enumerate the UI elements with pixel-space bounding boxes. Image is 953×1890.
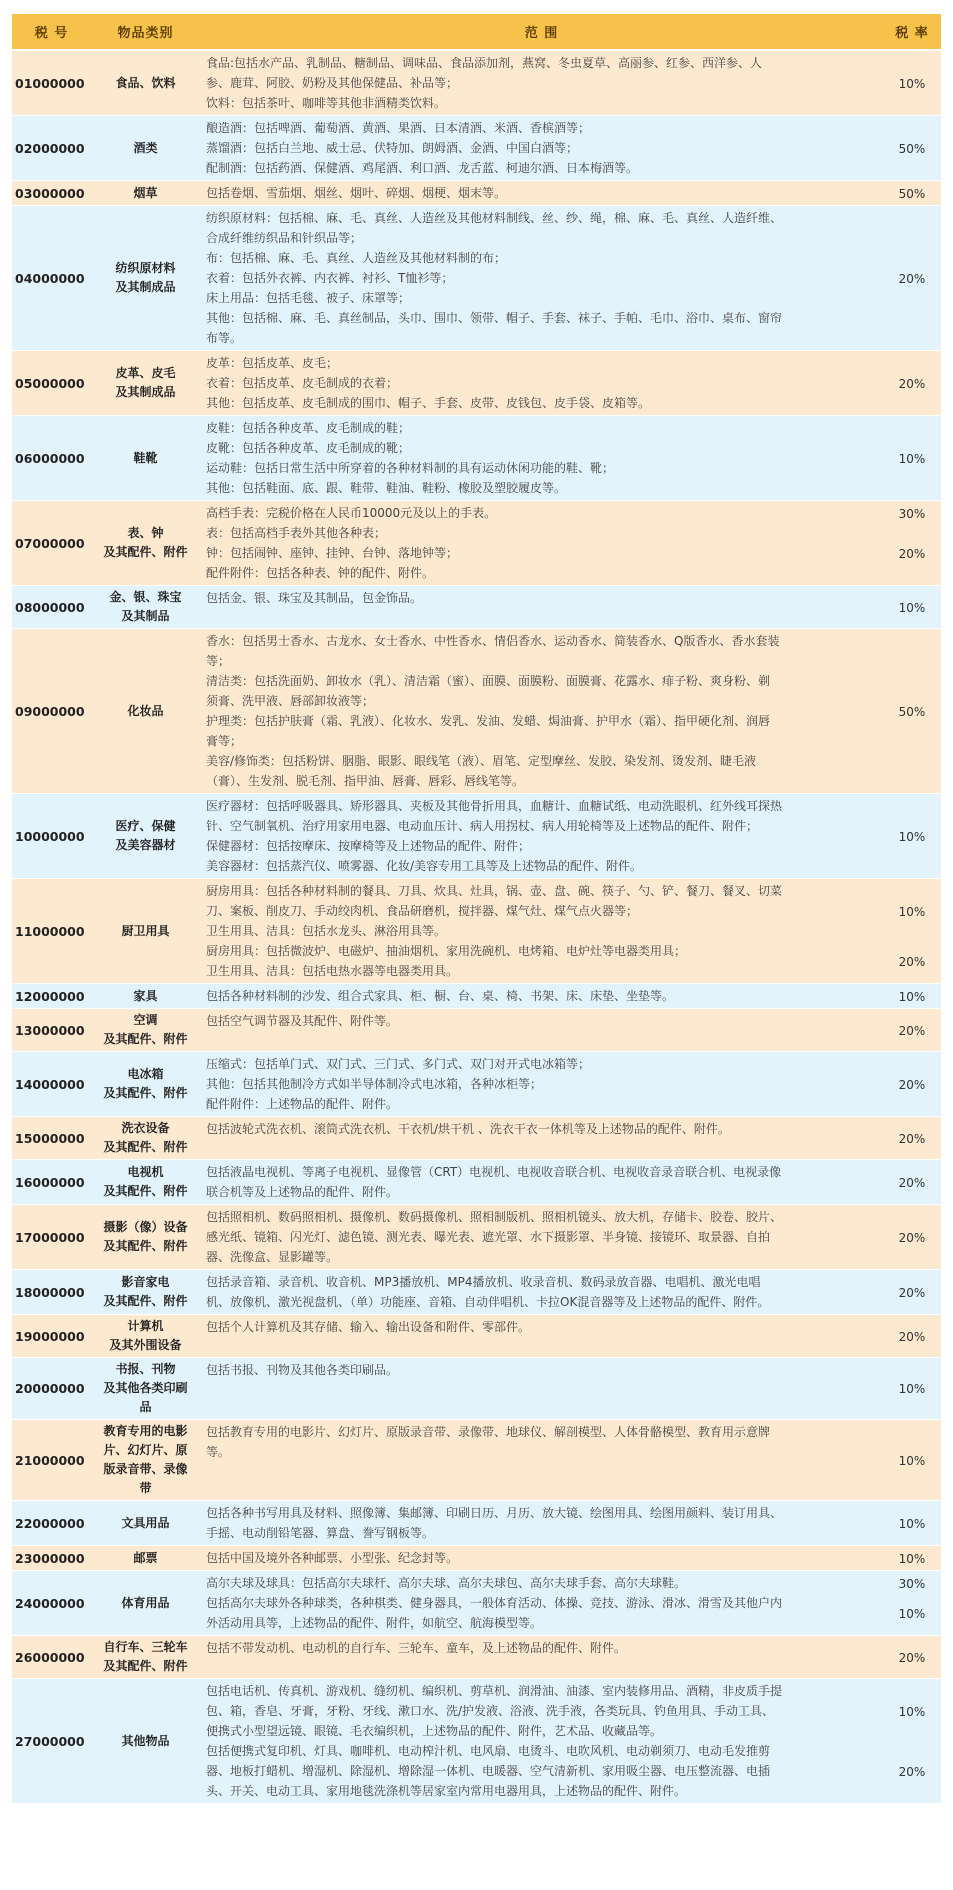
tax-rate: 20% bbox=[898, 271, 926, 286]
table-row bbox=[12, 1009, 941, 1052]
header-code: 税 号 bbox=[12, 14, 91, 50]
scope-line: 包括波轮式洗衣机、滚筒式洗衣机、干衣机/烘干机 、洗衣干衣一体机等及上述物品的配件、附件。 bbox=[206, 1122, 730, 1136]
item-scope bbox=[200, 794, 883, 879]
item-category: 金、银、珠宝 及其制品 bbox=[91, 586, 200, 629]
scope-line: 纺织原材料：包括棉、麻、毛、真丝、人造丝及其他材料制线、丝、纱、绳，棉、麻、毛、真丝、人造纤维、 bbox=[206, 211, 783, 225]
scope-line: 包括照相机、数码照相机、摄像机、数码摄像机、照相制版机、照相机镜头、放大机，存储卡、胶卷、胶片、 bbox=[206, 1210, 783, 1224]
tariff-table bbox=[12, 14, 941, 1804]
table-row bbox=[12, 416, 941, 501]
item-category: 医疗、保健 及美容器材 bbox=[91, 794, 200, 879]
tax-code: 20000000 bbox=[12, 1358, 91, 1420]
item-category: 酒类 bbox=[91, 116, 200, 181]
item-category: 鞋靴 bbox=[91, 416, 200, 501]
scope-line: 包括不带发动机、电动机的自行车、三轮车、童车，及上述物品的配件、附件。 bbox=[206, 1641, 627, 1655]
table-row bbox=[12, 1315, 941, 1358]
scope-line: 须膏、洗甲液、唇部卸妆液等； bbox=[206, 694, 375, 708]
scope-line: 衣着：包括皮革、皮毛制成的衣着； bbox=[206, 376, 399, 390]
tax-code: 04000000 bbox=[12, 206, 91, 351]
tax-rate: 20% bbox=[898, 546, 926, 561]
item-scope bbox=[200, 629, 883, 794]
tax-code: 06000000 bbox=[12, 416, 91, 501]
scope-line: 医疗器材：包括呼吸器具、矫形器具、夹板及其他骨折用具，血糖计、血糖试纸、电动洗眼机、红外线耳探热 bbox=[206, 799, 783, 813]
item-scope bbox=[200, 1052, 883, 1117]
tax-rate-cell bbox=[883, 1117, 941, 1160]
tax-rate-cell bbox=[883, 1546, 941, 1571]
scope-line: 合成纤维纺织品和针织品等； bbox=[206, 231, 363, 245]
table-row bbox=[12, 586, 941, 629]
tax-code: 18000000 bbox=[12, 1270, 91, 1315]
item-category: 空调 及其配件、附件 bbox=[91, 1009, 200, 1052]
item-category: 计算机 及其外围设备 bbox=[91, 1315, 200, 1358]
tax-rate-cell bbox=[883, 1270, 941, 1315]
tax-rate: 30% bbox=[898, 506, 926, 521]
tax-code: 21000000 bbox=[12, 1420, 91, 1501]
item-category: 烟草 bbox=[91, 181, 200, 206]
scope-line: 清洁类：包括洗面奶、卸妆水（乳）、清洁霜（蜜）、面膜、面膜粉、面膜膏、花露水、痱子粉、爽身粉、剃 bbox=[206, 674, 771, 688]
tax-code: 08000000 bbox=[12, 586, 91, 629]
scope-line: 运动鞋：包括日常生活中所穿着的各种材料制的具有运动休闲功能的鞋、靴； bbox=[206, 461, 615, 475]
scope-line: 美容/修饰类：包括粉饼、胭脂、眼影、眼线笔（液）、眉笔、定型摩丝、发胶、染发剂、烫发剂、睫毛液 bbox=[206, 754, 757, 768]
table-row bbox=[12, 1160, 941, 1205]
scope-line: 皮靴：包括各种皮革、皮毛制成的靴； bbox=[206, 441, 411, 455]
item-category: 纺织原材料 及其制成品 bbox=[91, 206, 200, 351]
tax-code: 22000000 bbox=[12, 1501, 91, 1546]
tax-rate: 10% bbox=[898, 829, 926, 844]
item-scope bbox=[200, 1679, 883, 1804]
tax-rate: 10% bbox=[898, 1453, 926, 1468]
tax-rate-cell bbox=[883, 984, 941, 1009]
item-category: 教育专用的电影 片、幻灯片、原 版录音带、录像 带 bbox=[91, 1420, 200, 1501]
tax-rate: 50% bbox=[898, 704, 926, 719]
item-scope bbox=[200, 116, 883, 181]
item-scope bbox=[200, 1571, 883, 1636]
item-scope bbox=[200, 1009, 883, 1052]
scope-line: 卫生用具、洁具：包括水龙头、淋浴用具等。 bbox=[206, 924, 447, 938]
table-row bbox=[12, 1679, 941, 1804]
item-scope bbox=[200, 501, 883, 586]
scope-line: 外活动用具等，上述物品的配件、附件，如航空、航海模型等。 bbox=[206, 1616, 543, 1630]
tax-code: 07000000 bbox=[12, 501, 91, 586]
scope-line: 钟：包括闹钟、座钟、挂钟、台钟、落地钟等； bbox=[206, 546, 459, 560]
table-header-row bbox=[12, 14, 941, 50]
tax-code: 15000000 bbox=[12, 1117, 91, 1160]
scope-line: 等； bbox=[206, 654, 231, 668]
item-category: 化妆品 bbox=[91, 629, 200, 794]
scope-line: 包、箱，香皂、牙膏，牙粉、牙线、漱口水、洗/护发液、浴液、洗手液，各类玩具、钓鱼用具、手动工具、 bbox=[206, 1704, 775, 1718]
header-scope: 范 围 bbox=[200, 14, 883, 50]
tax-rate: 10% bbox=[898, 904, 926, 919]
scope-line: 其他：包括其他制冷方式如半导体制冷式电冰箱，各种冰柜等； bbox=[206, 1077, 543, 1091]
scope-line: 感光纸、镜箱、闪光灯、滤色镜、测光表、曝光表、遮光罩、水下摄影罩、半身镜、接镜环、取景器、自拍 bbox=[206, 1230, 771, 1244]
scope-line: 包括教育专用的电影片、幻灯片、原版录音带、录像带、地球仪、解剖模型、人体骨骼模型、教育用示意牌 bbox=[206, 1425, 771, 1439]
header-category: 物品类别 bbox=[91, 14, 200, 50]
scope-line: 配件附件：上述物品的配件、附件。 bbox=[206, 1097, 399, 1111]
tax-rate-cell bbox=[883, 116, 941, 181]
header-rate: 税 率 bbox=[883, 14, 941, 50]
tax-rate: 10% bbox=[898, 1516, 926, 1531]
scope-line: 包括空气调节器及其配件、附件等。 bbox=[206, 1014, 399, 1028]
tax-code: 23000000 bbox=[12, 1546, 91, 1571]
table-row bbox=[12, 1546, 941, 1571]
tax-rate: 20% bbox=[898, 1077, 926, 1092]
tax-rate: 20% bbox=[898, 1650, 926, 1665]
scope-line: 便携式小型望远镜、眼镜、毛衣编织机，上述物品的配件、附件，艺术品、收藏品等。 bbox=[206, 1724, 663, 1738]
table-row bbox=[12, 1270, 941, 1315]
scope-line: 器、洗像盒、显影罐等。 bbox=[206, 1250, 339, 1264]
item-category: 书报、刊物 及其他各类印刷 品 bbox=[91, 1358, 200, 1420]
table-row bbox=[12, 1571, 941, 1636]
item-category: 自行车、三轮车 及其配件、附件 bbox=[91, 1636, 200, 1679]
scope-line: 蒸馏酒：包括白兰地、威士忌、伏特加、朗姆酒、金酒、中国白酒等； bbox=[206, 141, 579, 155]
tax-rate-cell bbox=[883, 586, 941, 629]
item-scope bbox=[200, 206, 883, 351]
item-category: 文具用品 bbox=[91, 1501, 200, 1546]
scope-line: 针、空气制氧机、治疗用家用电器、电动血压计、病人用拐杖、病人用轮椅等及上述物品的配件、附件； bbox=[206, 819, 759, 833]
item-category: 邮票 bbox=[91, 1546, 200, 1571]
table-row bbox=[12, 794, 941, 879]
tax-code: 05000000 bbox=[12, 351, 91, 416]
item-scope bbox=[200, 984, 883, 1009]
table-row bbox=[12, 1636, 941, 1679]
item-scope bbox=[200, 1546, 883, 1571]
item-scope bbox=[200, 1205, 883, 1270]
scope-line: 美容器材：包括蒸汽仪、喷雾器、化妆/美容专用工具等及上述物品的配件、附件。 bbox=[206, 859, 643, 873]
tax-code: 01000000 bbox=[12, 50, 91, 116]
scope-line: 配制酒：包括药酒、保健酒、鸡尾酒、利口酒、龙舌蓝、柯迪尔酒、日本梅酒等。 bbox=[206, 161, 639, 175]
scope-line: 刀、案板、削皮刀、手动绞肉机、食品研磨机，搅拌器、煤气灶、煤气点火器等； bbox=[206, 904, 639, 918]
tax-code: 24000000 bbox=[12, 1571, 91, 1636]
table-row bbox=[12, 879, 941, 984]
scope-line: 饮料：包括茶叶、咖啡等其他非酒精类饮料。 bbox=[206, 96, 447, 110]
tax-code: 27000000 bbox=[12, 1679, 91, 1804]
table-row bbox=[12, 116, 941, 181]
scope-line: 配件附件：包括各种表、钟的配件、附件。 bbox=[206, 566, 435, 580]
item-category: 其他物品 bbox=[91, 1679, 200, 1804]
tax-code: 12000000 bbox=[12, 984, 91, 1009]
tax-rate: 20% bbox=[898, 376, 926, 391]
table-row bbox=[12, 984, 941, 1009]
scope-line: 联合机等及上述物品的配件、附件。 bbox=[206, 1185, 399, 1199]
tax-rate-cell bbox=[883, 1501, 941, 1546]
scope-line: （膏）、生发剂、脱毛剂、指甲油、唇膏、唇彩、唇线笔等。 bbox=[206, 774, 525, 788]
scope-line: 其他：包括鞋面、底、跟、鞋带、鞋油、鞋粉、橡胶及塑胶履皮等。 bbox=[206, 481, 567, 495]
item-scope bbox=[200, 50, 883, 116]
item-category: 体育用品 bbox=[91, 1571, 200, 1636]
tax-code: 19000000 bbox=[12, 1315, 91, 1358]
scope-line: 保健器材：包括按摩床、按摩椅等及上述物品的配件、附件； bbox=[206, 839, 531, 853]
item-category: 电视机 及其配件、附件 bbox=[91, 1160, 200, 1205]
item-category: 影音家电 及其配件、附件 bbox=[91, 1270, 200, 1315]
tax-rate-cell bbox=[883, 501, 941, 586]
tax-code: 13000000 bbox=[12, 1009, 91, 1052]
tax-rate-cell bbox=[883, 181, 941, 206]
scope-line: 膏等； bbox=[206, 734, 243, 748]
scope-line: 等。 bbox=[206, 1445, 231, 1459]
tax-rate: 20% bbox=[898, 1023, 926, 1038]
tax-code: 26000000 bbox=[12, 1636, 91, 1679]
scope-line: 布等。 bbox=[206, 331, 243, 345]
tax-rate-cell bbox=[883, 879, 941, 984]
table-row bbox=[12, 181, 941, 206]
scope-line: 布：包括棉、麻、毛、真丝、人造丝及其他材料制的布； bbox=[206, 251, 507, 265]
item-scope bbox=[200, 1501, 883, 1546]
scope-line: 压缩式：包括单门式、双门式、三门式、多门式、双门对开式电冰箱等； bbox=[206, 1057, 591, 1071]
table-row bbox=[12, 629, 941, 794]
tax-rate: 10% bbox=[898, 1382, 926, 1396]
tax-rate: 20% bbox=[898, 1175, 926, 1190]
item-category: 电冰箱 及其配件、附件 bbox=[91, 1052, 200, 1117]
item-scope bbox=[200, 416, 883, 501]
scope-line: 包括液晶电视机、等离子电视机、显像管（CRT）电视机、电视收音联合机、电视收音录音联合机、电视录像 bbox=[206, 1165, 782, 1179]
tax-rate-cell bbox=[883, 351, 941, 416]
scope-line: 卫生用具、洁具：包括电热水器等电器类用具。 bbox=[206, 964, 459, 978]
scope-line: 包括个人计算机及其存储、输入、输出设备和附件、零部件。 bbox=[206, 1320, 531, 1334]
tax-rate-cell bbox=[883, 1315, 941, 1358]
tax-code: 10000000 bbox=[12, 794, 91, 879]
table-row bbox=[12, 501, 941, 586]
scope-line: 包括中国及境外各种邮票、小型张、纪念封等。 bbox=[206, 1551, 459, 1565]
scope-line: 皮鞋：包括各种皮革、皮毛制成的鞋； bbox=[206, 421, 411, 435]
tax-rate: 10% bbox=[898, 1551, 926, 1566]
tax-rate: 10% bbox=[898, 989, 926, 1004]
scope-line: 包括各种材料制的沙发、组合式家具、柜、橱、台、桌、椅、书架、床、床垫、坐垫等。 bbox=[206, 989, 675, 1003]
tax-rate: 10% bbox=[898, 1606, 926, 1621]
scope-line: 包括书报、刊物及其他各类印刷品。 bbox=[206, 1363, 399, 1377]
item-scope bbox=[200, 1636, 883, 1679]
table-row bbox=[12, 50, 941, 116]
scope-line: 器、地板打蜡机、增湿机、除湿机、增除湿一体机、电暖器、空气清新机、家用吸尘器、电压整流器、电插 bbox=[206, 1764, 771, 1778]
tax-code: 14000000 bbox=[12, 1052, 91, 1117]
tax-rate-cell bbox=[883, 50, 941, 116]
scope-line: 参、鹿茸、阿胶、奶粉及其他保健品、补品等； bbox=[206, 76, 459, 90]
item-category: 表、钟 及其配件、附件 bbox=[91, 501, 200, 586]
tax-rate-cell bbox=[883, 1009, 941, 1052]
table-row bbox=[12, 351, 941, 416]
table-row bbox=[12, 1052, 941, 1117]
scope-line: 机、放像机、激光视盘机、（单）功能座、音箱、自动伴唱机、卡拉OK混音器等及上述物品的配件、附件。 bbox=[206, 1295, 770, 1309]
tax-rate: 20% bbox=[898, 1329, 926, 1344]
tax-code: 09000000 bbox=[12, 629, 91, 794]
item-category: 家具 bbox=[91, 984, 200, 1009]
tax-rate-cell bbox=[883, 1205, 941, 1270]
tax-rate: 20% bbox=[898, 1230, 926, 1245]
tax-rate: 50% bbox=[898, 141, 926, 156]
tax-code: 17000000 bbox=[12, 1205, 91, 1270]
tax-rate-cell bbox=[883, 1420, 941, 1501]
item-category: 皮革、皮毛 及其制成品 bbox=[91, 351, 200, 416]
scope-line: 头、开关、电动工具、家用地毯洗涤机等居家室内常用电器用具，上述物品的配件、附件。 bbox=[206, 1784, 687, 1798]
table-row bbox=[12, 1501, 941, 1546]
scope-line: 包括卷烟、雪茄烟、烟丝、烟叶、碎烟、烟梗、烟末等。 bbox=[206, 186, 507, 200]
tax-rate-cell bbox=[883, 794, 941, 879]
scope-line: 包括各种书写用具及材料、照像簿、集邮簿、印刷日历、月历、放大镜、绘图用具、绘图用颜料、装订用具、 bbox=[206, 1506, 783, 1520]
tax-rate-cell bbox=[883, 629, 941, 794]
table-row bbox=[12, 1117, 941, 1160]
scope-line: 包括便携式复印机、灯具、咖啡机、电动榨汁机、电风扇、电烫斗、电吹风机、电动剃须刀、电动毛发推剪 bbox=[206, 1744, 771, 1758]
scope-line: 包括金、银、珠宝及其制品，包金饰品。 bbox=[206, 591, 423, 605]
table-row bbox=[12, 1358, 941, 1420]
tax-rate-cell bbox=[883, 1052, 941, 1117]
table-body bbox=[12, 50, 941, 1804]
table-row bbox=[12, 206, 941, 351]
item-scope bbox=[200, 586, 883, 629]
scope-line: 包括录音箱、录音机、收音机、MP3播放机、MP4播放机、收录音机、数码录放音器、电唱机、激光电唱 bbox=[206, 1275, 761, 1289]
tax-rate-cell bbox=[883, 416, 941, 501]
scope-line: 手摇、电动削铅笔器、算盘、誊写钢板等。 bbox=[206, 1526, 435, 1540]
item-category: 厨卫用具 bbox=[91, 879, 200, 984]
tax-code: 11000000 bbox=[12, 879, 91, 984]
item-scope bbox=[200, 1160, 883, 1205]
item-category: 摄影（像）设备 及其配件、附件 bbox=[91, 1205, 200, 1270]
item-scope bbox=[200, 1117, 883, 1160]
scope-line: 香水：包括男士香水、古龙水、女士香水、中性香水、情侣香水、运动香水、简装香水、Q版香水、香水套装 bbox=[206, 634, 780, 648]
tax-rate: 10% bbox=[898, 600, 926, 615]
tax-rate-cell bbox=[883, 1160, 941, 1205]
item-category: 洗衣设备 及其配件、附件 bbox=[91, 1117, 200, 1160]
tariff-table-container bbox=[12, 14, 941, 1804]
tax-rate: 20% bbox=[898, 1131, 926, 1146]
scope-line: 表：包括高档手表外其他各种表； bbox=[206, 526, 387, 540]
scope-line: 护理类：包括护肤膏（霜、乳液）、化妆水、发乳、发油、发蜡、焗油膏、护甲水（霜）、指甲硬化剂、润唇 bbox=[206, 714, 771, 728]
scope-line: 酿造酒：包括啤酒、葡萄酒、黄酒、果酒、日本清酒、米酒、香槟酒等； bbox=[206, 121, 591, 135]
item-scope bbox=[200, 351, 883, 416]
tax-rate-cell bbox=[883, 206, 941, 351]
item-scope bbox=[200, 1420, 883, 1501]
tax-rate-cell bbox=[883, 1636, 941, 1679]
tax-rate: 10% bbox=[898, 451, 926, 466]
tax-rate: 10% bbox=[898, 76, 926, 91]
scope-line: 皮革：包括皮革、皮毛； bbox=[206, 356, 339, 370]
scope-line: 高档手表：完税价格在人民币10000元及以上的手表。 bbox=[206, 506, 497, 520]
scope-line: 高尔夫球及球具：包括高尔夫球杆、高尔夫球、高尔夫球包、高尔夫球手套、高尔夫球鞋。 bbox=[206, 1576, 687, 1590]
scope-line: 其他：包括棉、麻、毛、真丝制品，头巾、围巾、领带、帽子、手套、袜子、手帕、毛巾、浴巾、桌布、窗帘 bbox=[206, 311, 783, 325]
tax-code: 03000000 bbox=[12, 181, 91, 206]
item-scope bbox=[200, 181, 883, 206]
item-scope bbox=[200, 1315, 883, 1358]
tax-code: 16000000 bbox=[12, 1160, 91, 1205]
tax-rate: 20% bbox=[898, 954, 926, 969]
tax-rate-cell bbox=[883, 1571, 941, 1636]
item-scope bbox=[200, 879, 883, 984]
tax-rate-cell bbox=[883, 1358, 941, 1420]
table-row bbox=[12, 1420, 941, 1501]
tax-rate: 10% bbox=[898, 1704, 926, 1719]
item-category: 食品、饮料 bbox=[91, 50, 200, 116]
scope-line: 包括电话机、传真机、游戏机、缝纫机、编织机、剪草机、润滑油、油漆、室内装修用品、酒精，非皮质手提 bbox=[206, 1684, 783, 1698]
item-scope bbox=[200, 1270, 883, 1315]
table-row bbox=[12, 1205, 941, 1270]
scope-line: 衣着：包括外衣裤、内衣裤、衬衫、T恤衫等； bbox=[206, 271, 454, 285]
tax-rate: 20% bbox=[898, 1764, 926, 1779]
tax-rate: 30% bbox=[898, 1576, 926, 1591]
scope-line: 食品:包括水产品、乳制品、糖制品、调味品、食品添加剂，燕窝、冬虫夏草、高丽参、红参、西洋参、人 bbox=[206, 56, 763, 70]
tax-code: 02000000 bbox=[12, 116, 91, 181]
scope-line: 床上用品：包括毛毯、被子、床罩等； bbox=[206, 291, 411, 305]
scope-line: 其他：包括皮革、皮毛制成的围巾、帽子、手套、皮带、皮钱包、皮手袋、皮箱等。 bbox=[206, 396, 651, 410]
item-scope bbox=[200, 1358, 883, 1420]
tax-rate: 50% bbox=[898, 186, 926, 201]
scope-line: 厨房用具：包括各种材料制的餐具、刀具、炊具、灶具，锅、壶、盘、碗、筷子、勺、铲、餐刀、餐叉、切菜 bbox=[206, 884, 783, 898]
scope-line: 包括高尔夫球外各种球类，各种棋类、健身器具，一般体育活动、体操、竞技、游泳、滑冰、滑雪及其他户内 bbox=[206, 1596, 783, 1610]
scope-line: 厨房用具：包括微波炉、电磁炉、抽油烟机、家用洗碗机、电烤箱、电炉灶等电器类用具； bbox=[206, 944, 687, 958]
tax-rate: 20% bbox=[898, 1285, 926, 1300]
tax-rate-cell bbox=[883, 1679, 941, 1804]
